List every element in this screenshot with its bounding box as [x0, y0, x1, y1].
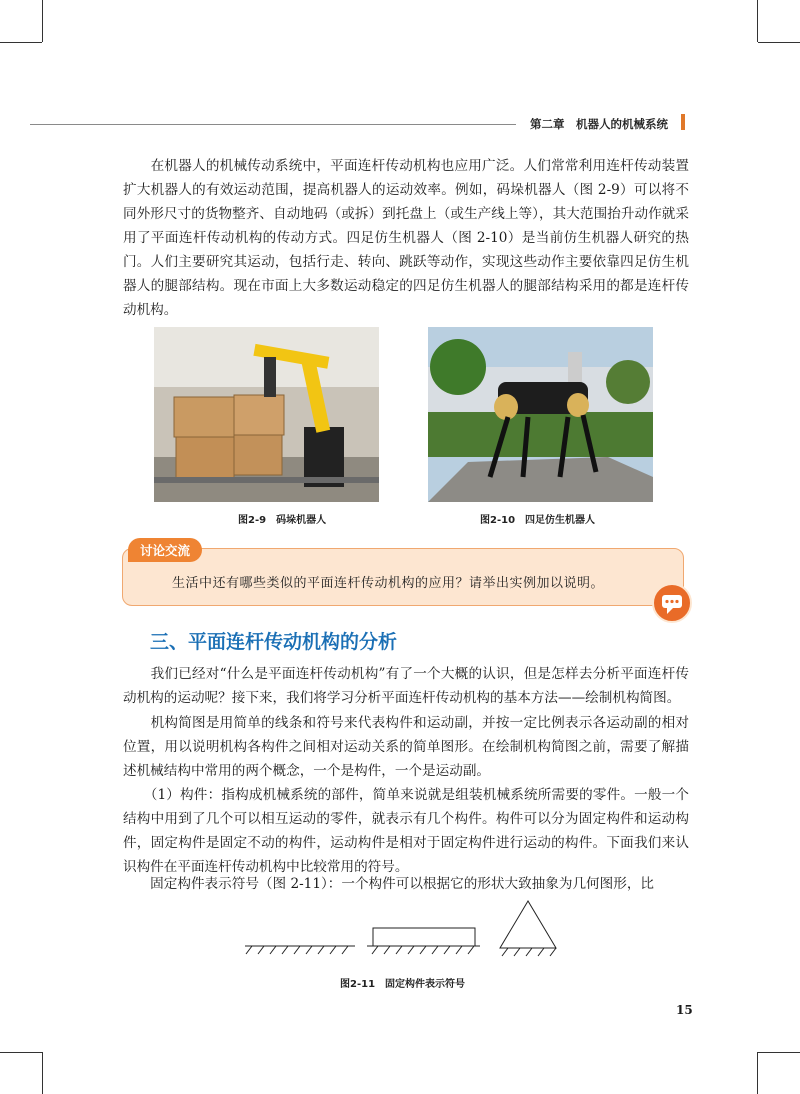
fixed-component-symbols-figure [240, 896, 570, 962]
figure-caption-2-10: 图2-10 四足仿生机器人 [480, 515, 596, 526]
page-number: 15 [676, 1003, 693, 1017]
crop-mark [757, 0, 758, 42]
paragraph-analysis-intro: 我们已经对“什么是平面连杆传动机构”有了一个大概的认识，但是怎样去分析平面连杆传动机构的运动呢？接下来，我们将学习分析平面连杆传动机构的基本方法——绘制机构简图。 [123, 666, 689, 706]
figure-caption-2-11: 图2-11 固定构件表示符号 [340, 979, 466, 990]
crop-mark [0, 42, 42, 43]
crop-mark [42, 1052, 43, 1094]
palletizing-robot-photo [154, 327, 379, 502]
discussion-tag: 讨论交流 [128, 538, 202, 562]
section-title: 三、平面连杆传动机构的分析 [150, 631, 398, 653]
paragraph-mechanism-diagram: 机构简图是用简单的线条和符号来代表构件和运动副，并按一定比例表示各运动副的相对位置，用以说明机构各构件之间相对运动关系的简单图形。在绘制机构简图之前，需要了解描述机械结构中常用的两个概念，一个是构件，一个是运动副。 [123, 715, 689, 779]
crop-mark [757, 1052, 758, 1094]
crop-mark [758, 1052, 800, 1053]
crop-mark [0, 1052, 42, 1053]
chapter-header: 第二章 机器人的机械系统 [530, 117, 668, 131]
chat-bubble-icon [652, 583, 692, 623]
paragraph-component: （1）构件：指构成机械系统的部件，简单来说就是组装机械系统所需要的零件。一般一个结构中用到了几个可以相互运动的零件，就表示有几个构件。构件可以分为固定构件和运动构件，固定构件是固定不动的构件，运动构件是相对于固定构件进行运动的构件。下面我们来认识构件在平面连杆传动机构中比较常用的符号。 [123, 787, 689, 875]
crop-mark [758, 42, 800, 43]
quadruped-robot-photo [428, 327, 653, 502]
crop-mark [42, 0, 43, 42]
header-rule [30, 124, 516, 125]
paragraph-fixed-component-symbol: 固定构件表示符号（图 2-11）：一个构件可以根据它的形状大致抽象为几何图形，比 [123, 876, 655, 892]
figure-caption-2-9: 图2-9 码垛机器人 [238, 515, 327, 526]
discussion-question: 生活中还有哪些类似的平面连杆传动机构的应用？请举出实例加以说明。 [172, 576, 605, 591]
header-accent-bar [681, 114, 685, 130]
paragraph-intro: 在机器人的机械传动系统中，平面连杆传动机构也应用广泛。人们常常利用连杆传动装置扩大机器人的有效运动范围，提高机器人的运动效率。例如，码垛机器人（图 2-9）可以将不同外形尺寸的货物整齐、自动地码（或拆）到托盘上（或生产线上等），其大范围抬升动作就采用了平面连杆传动机构的传动方式。四足仿生机器人（图 2-10）是当前仿生机器人研究的热门。人们主要研究其运动，包括行走、转向、跳跃等动作，实现这些动作主要依靠四足仿生机器人的腿部结构。现在市面上大多数运动稳定的四足仿生机器人的腿部结构采用的都是连杆传动机构。 [123, 158, 689, 318]
